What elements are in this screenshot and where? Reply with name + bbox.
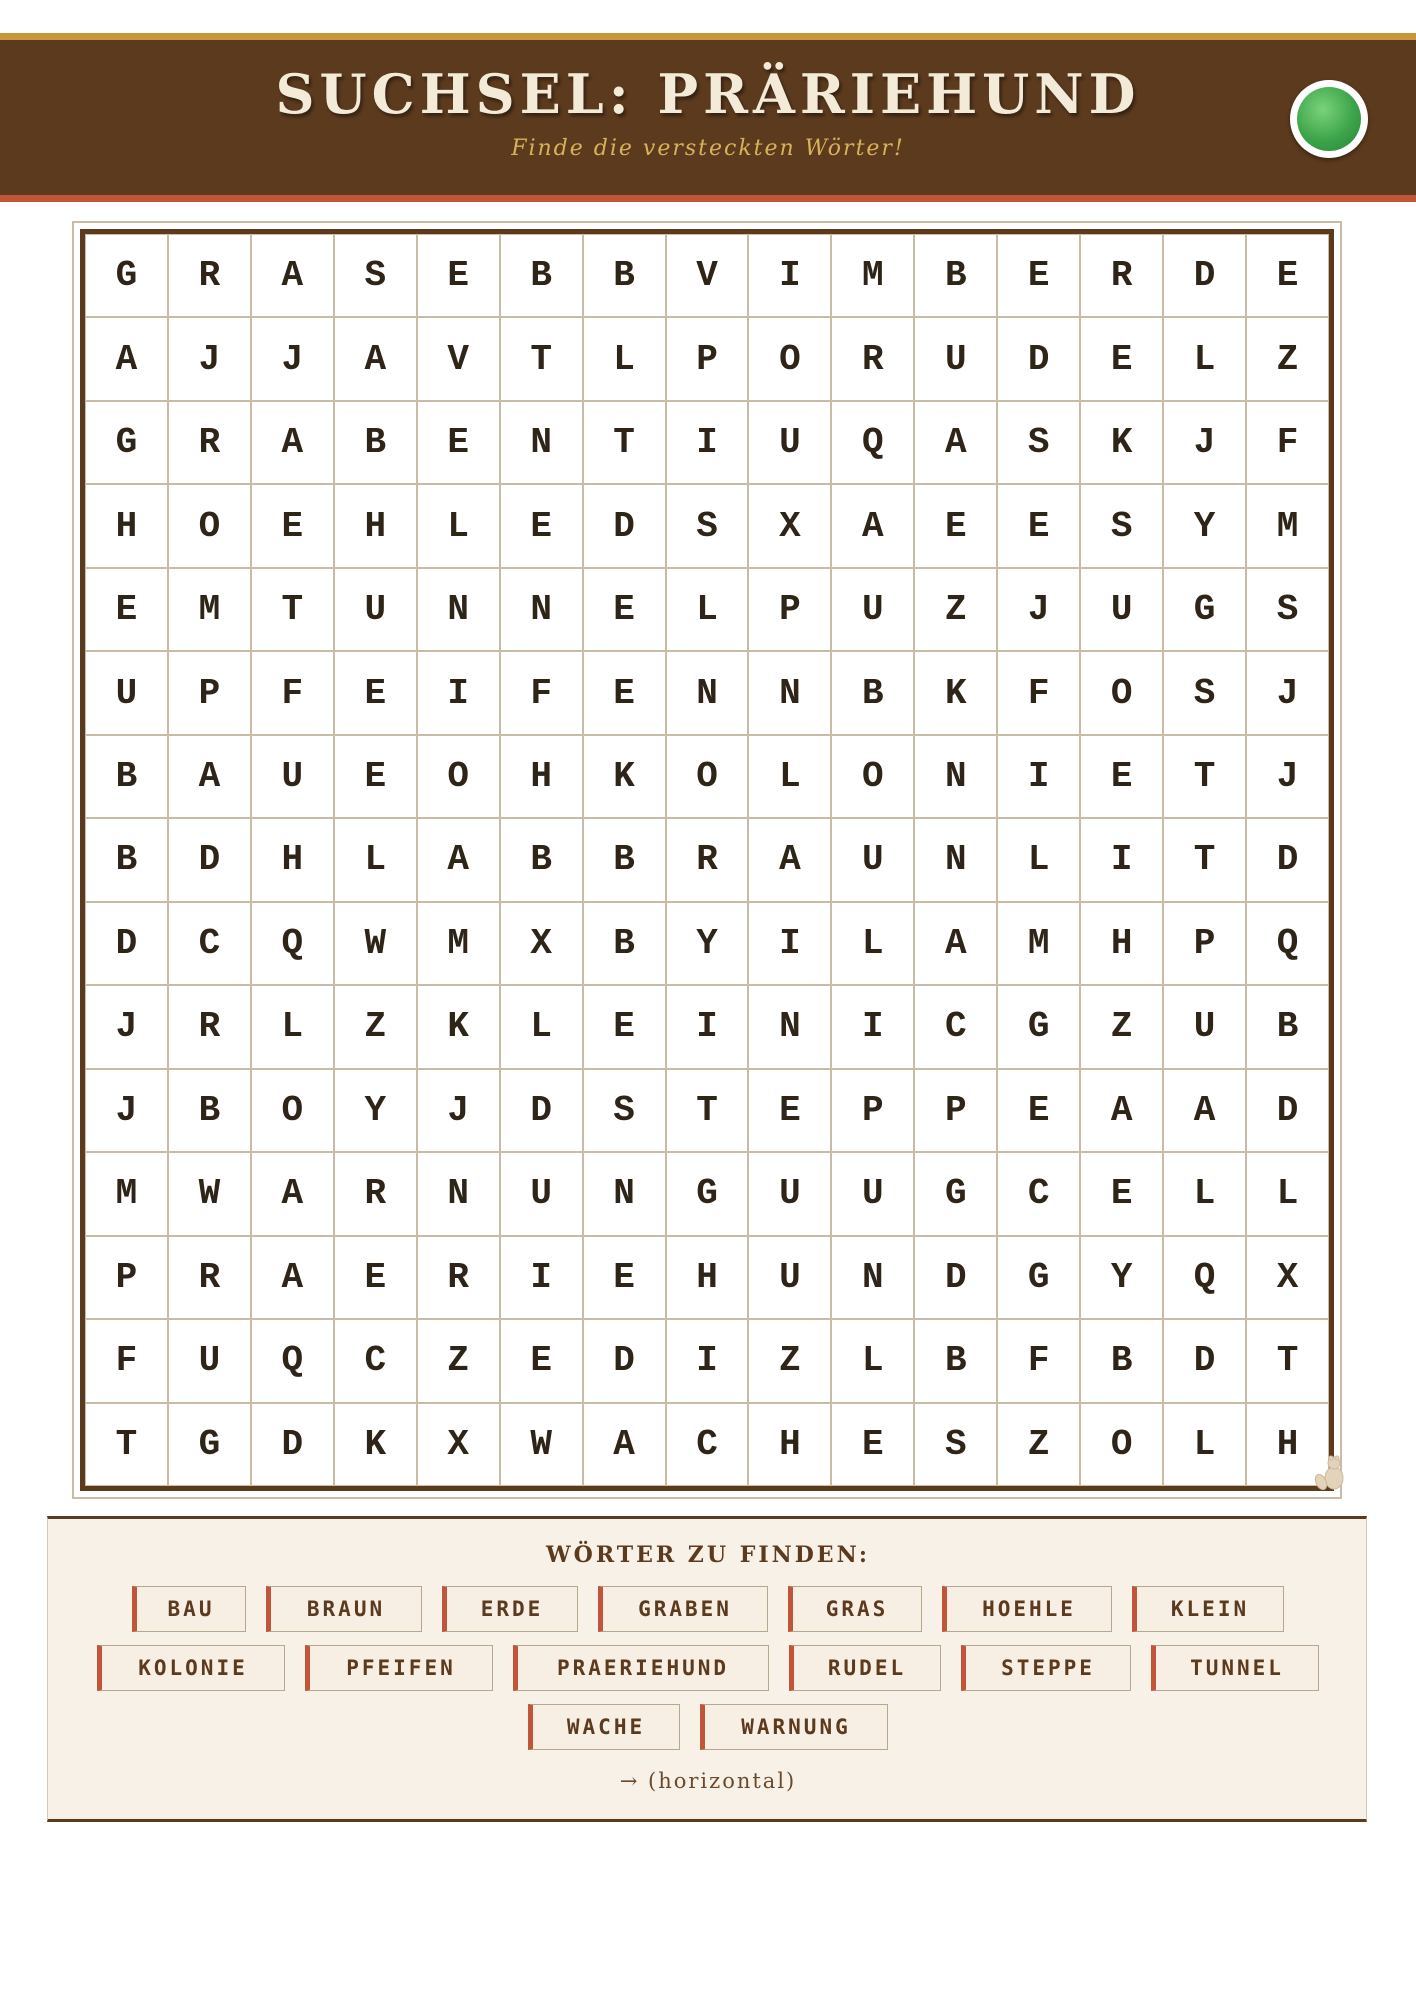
grid-cell[interactable]: B	[914, 1319, 997, 1402]
grid-cell[interactable]: A	[85, 317, 168, 400]
grid-cell[interactable]: T	[666, 1069, 749, 1152]
word-chip[interactable]: GRABEN	[598, 1586, 768, 1632]
grid-cell[interactable]: E	[914, 484, 997, 567]
grid-cell[interactable]: I	[1080, 818, 1163, 901]
direction-legend: → (horizontal)	[619, 1769, 797, 1793]
grid-cell[interactable]: B	[1080, 1319, 1163, 1402]
word-row	[0, 1704, 1416, 1750]
grid-cell[interactable]: P	[831, 1069, 914, 1152]
grid-cell[interactable]: D	[168, 818, 251, 901]
grid-cell[interactable]: U	[334, 568, 417, 651]
grid-cell[interactable]: L	[1163, 317, 1246, 400]
grid-cell[interactable]: A	[251, 1152, 334, 1235]
grid-cell[interactable]: M	[85, 1152, 168, 1235]
grid-cell[interactable]: C	[666, 1403, 749, 1486]
grid-cell[interactable]: L	[251, 985, 334, 1068]
grid-cell[interactable]: G	[914, 1152, 997, 1235]
grid-cell[interactable]: D	[251, 1403, 334, 1486]
grid-cell[interactable]: E	[1246, 234, 1329, 317]
grid-cell[interactable]: F	[251, 651, 334, 734]
grid-cell[interactable]: K	[583, 735, 666, 818]
word-chip[interactable]: STEPPE	[961, 1645, 1131, 1691]
grid-cell[interactable]: U	[748, 1152, 831, 1235]
grid-cell[interactable]: Y	[1080, 1236, 1163, 1319]
grid-cell[interactable]: N	[500, 568, 583, 651]
grid-cell[interactable]: O	[251, 1069, 334, 1152]
grid-cell[interactable]: Z	[1080, 985, 1163, 1068]
grid-cell[interactable]: L	[1163, 1152, 1246, 1235]
grid-cell[interactable]: D	[1246, 1069, 1329, 1152]
grid-cell[interactable]: N	[831, 1236, 914, 1319]
grid-cell[interactable]: E	[334, 1236, 417, 1319]
grid-cell[interactable]: G	[666, 1152, 749, 1235]
grid-cell[interactable]: B	[831, 651, 914, 734]
grid-cell[interactable]: E	[583, 985, 666, 1068]
grid-cell[interactable]: A	[1163, 1069, 1246, 1152]
grid-cell[interactable]: J	[85, 985, 168, 1068]
grid-cell[interactable]: U	[168, 1319, 251, 1402]
grid-cell[interactable]: K	[1080, 401, 1163, 484]
grid-cell[interactable]: P	[914, 1069, 997, 1152]
grid-cell[interactable]: R	[168, 1236, 251, 1319]
grid-cell[interactable]: H	[334, 484, 417, 567]
word-chip[interactable]: BRAUN	[266, 1586, 422, 1632]
grid-cell[interactable]: U	[251, 735, 334, 818]
grid-cell[interactable]: D	[1246, 818, 1329, 901]
grid-cell[interactable]: O	[748, 317, 831, 400]
grid-cell[interactable]: Z	[417, 1319, 500, 1402]
grid-cell[interactable]: A	[334, 317, 417, 400]
grid-cell[interactable]: H	[1080, 902, 1163, 985]
grid-cell[interactable]: W	[168, 1152, 251, 1235]
word-chip[interactable]: HOEHLE	[942, 1586, 1112, 1632]
grid-cell[interactable]: R	[1080, 234, 1163, 317]
grid-cell[interactable]: E	[1080, 317, 1163, 400]
grid-cell[interactable]: A	[168, 735, 251, 818]
grid-cell[interactable]: T	[251, 568, 334, 651]
grid-cell[interactable]: F	[1246, 401, 1329, 484]
grid-cell[interactable]: I	[417, 651, 500, 734]
grid-cell[interactable]: U	[748, 1236, 831, 1319]
grid-cell[interactable]: L	[583, 317, 666, 400]
grid-cell[interactable]: E	[1080, 735, 1163, 818]
grid-cell[interactable]: F	[85, 1319, 168, 1402]
header-top-stripe	[0, 33, 1416, 40]
grid-cell[interactable]: M	[997, 902, 1080, 985]
grid-cell[interactable]: L	[831, 902, 914, 985]
grid-cell[interactable]: B	[168, 1069, 251, 1152]
grid-cell[interactable]: N	[417, 1152, 500, 1235]
grid-cell[interactable]: E	[85, 568, 168, 651]
grid-cell[interactable]: S	[1163, 651, 1246, 734]
grid-cell[interactable]: T	[1163, 735, 1246, 818]
grid-cell[interactable]: S	[997, 401, 1080, 484]
grid-cell[interactable]: D	[997, 317, 1080, 400]
word-chip[interactable]: GRAS	[788, 1586, 922, 1632]
grid-cell[interactable]: L	[500, 985, 583, 1068]
grid-cell[interactable]: A	[914, 902, 997, 985]
grid-cell[interactable]: G	[85, 234, 168, 317]
grid-cell[interactable]: B	[1246, 985, 1329, 1068]
grid-cell[interactable]: I	[500, 1236, 583, 1319]
grid-cell[interactable]: B	[85, 735, 168, 818]
word-chip[interactable]: WACHE	[528, 1704, 680, 1750]
grid-cell[interactable]: L	[748, 735, 831, 818]
page-title: SUCHSEL: PRÄRIEHUND	[275, 62, 1141, 126]
grid-cell[interactable]: R	[334, 1152, 417, 1235]
grid-cell[interactable]: E	[583, 1236, 666, 1319]
grid-cell[interactable]: V	[417, 317, 500, 400]
grid-cell[interactable]: G	[85, 401, 168, 484]
grid-cell[interactable]: E	[334, 651, 417, 734]
grid-cell[interactable]: Z	[334, 985, 417, 1068]
grid-cell[interactable]: M	[831, 234, 914, 317]
grid-cell[interactable]: T	[1246, 1319, 1329, 1402]
grid-cell[interactable]: Z	[997, 1403, 1080, 1486]
grid-cell[interactable]: O	[666, 735, 749, 818]
grid-cell[interactable]: H	[500, 735, 583, 818]
grid-cell[interactable]: R	[168, 234, 251, 317]
word-chip[interactable]: PRAERIEHUND	[513, 1645, 769, 1691]
grid-cell[interactable]: P	[1163, 902, 1246, 985]
puzzle-border	[80, 229, 1334, 1491]
grid-cell[interactable]: W	[500, 1403, 583, 1486]
grid-cell[interactable]: C	[997, 1152, 1080, 1235]
grid-cell[interactable]: Q	[251, 902, 334, 985]
grid-cell[interactable]: A	[251, 234, 334, 317]
grid-cell[interactable]: A	[417, 818, 500, 901]
grid-cell[interactable]: S	[1246, 568, 1329, 651]
grid-cell[interactable]: E	[997, 484, 1080, 567]
grid-cell[interactable]: L	[1163, 1403, 1246, 1486]
grid-cell[interactable]: U	[500, 1152, 583, 1235]
grid-cell[interactable]: N	[914, 735, 997, 818]
word-chip[interactable]: WARNUNG	[700, 1704, 888, 1750]
grid-cell[interactable]: O	[1080, 651, 1163, 734]
grid-cell[interactable]: J	[1246, 651, 1329, 734]
grid-cell[interactable]: I	[748, 902, 831, 985]
grid-cell[interactable]: Z	[748, 1319, 831, 1402]
grid-cell[interactable]: F	[997, 651, 1080, 734]
grid-cell[interactable]: D	[85, 902, 168, 985]
grid-cell[interactable]: A	[831, 484, 914, 567]
grid-cell[interactable]: A	[1080, 1069, 1163, 1152]
grid-cell[interactable]: B	[85, 818, 168, 901]
grid-cell[interactable]: D	[583, 484, 666, 567]
grid-cell[interactable]: E	[997, 1069, 1080, 1152]
grid-cell[interactable]: F	[997, 1319, 1080, 1402]
word-chip[interactable]: BAU	[132, 1586, 246, 1632]
grid-cell[interactable]: J	[1246, 735, 1329, 818]
grid-cell[interactable]: J	[251, 317, 334, 400]
grid-cell[interactable]: B	[500, 818, 583, 901]
grid-cell[interactable]: B	[500, 234, 583, 317]
grid-cell[interactable]: Q	[251, 1319, 334, 1402]
grid-cell[interactable]: S	[914, 1403, 997, 1486]
grid-cell[interactable]: C	[168, 902, 251, 985]
word-chip[interactable]: PFEIFEN	[305, 1645, 493, 1691]
grid-cell[interactable]: U	[831, 818, 914, 901]
grid-cell[interactable]: Y	[1163, 484, 1246, 567]
grid-cell[interactable]: X	[748, 484, 831, 567]
grid-cell[interactable]: H	[748, 1403, 831, 1486]
grid-cell[interactable]: M	[1246, 484, 1329, 567]
grid-cell[interactable]: I	[666, 1319, 749, 1402]
grid-cell[interactable]: N	[748, 651, 831, 734]
grid-cell[interactable]: N	[748, 985, 831, 1068]
grid-cell[interactable]: U	[1163, 985, 1246, 1068]
grid-cell[interactable]: O	[831, 735, 914, 818]
grid-cell[interactable]: U	[831, 1152, 914, 1235]
grid-cell[interactable]: C	[914, 985, 997, 1068]
grid-cell[interactable]: E	[251, 484, 334, 567]
word-chip[interactable]: KLEIN	[1132, 1586, 1284, 1632]
grid-cell[interactable]: M	[168, 568, 251, 651]
word-chip[interactable]: ERDE	[442, 1586, 578, 1632]
grid-cell[interactable]: R	[417, 1236, 500, 1319]
grid-cell[interactable]: S	[334, 234, 417, 317]
grid-cell[interactable]: N	[500, 401, 583, 484]
grid-cell[interactable]: E	[500, 1319, 583, 1402]
grid-cell[interactable]: E	[500, 484, 583, 567]
grid-cell[interactable]: U	[748, 401, 831, 484]
grid-cell[interactable]: O	[168, 484, 251, 567]
page-subtitle: Finde die versteckten Wörter!	[511, 136, 905, 161]
grid-cell[interactable]: X	[1246, 1236, 1329, 1319]
grid-cell[interactable]: I	[831, 985, 914, 1068]
grid-cell[interactable]: Q	[1246, 902, 1329, 985]
grid-cell[interactable]: J	[168, 317, 251, 400]
grid-cell[interactable]: Z	[1246, 317, 1329, 400]
grid-cell[interactable]: G	[168, 1403, 251, 1486]
grid-cell[interactable]: E	[583, 568, 666, 651]
grid-cell[interactable]: E	[831, 1403, 914, 1486]
grid-cell[interactable]: U	[831, 568, 914, 651]
grid-cell[interactable]: E	[417, 234, 500, 317]
grid-cell[interactable]: T	[500, 317, 583, 400]
grid-cell[interactable]: E	[583, 651, 666, 734]
grid-cell[interactable]: H	[251, 818, 334, 901]
grid-cell[interactable]: T	[85, 1403, 168, 1486]
grid-cell[interactable]: A	[914, 401, 997, 484]
grid-cell[interactable]: A	[251, 401, 334, 484]
status-indicator	[1290, 80, 1368, 158]
grid-cell[interactable]: X	[417, 1403, 500, 1486]
word-list-heading: WÖRTER ZU FINDEN:	[545, 1542, 871, 1568]
grid-cell[interactable]: R	[168, 985, 251, 1068]
grid-cell[interactable]: B	[583, 818, 666, 901]
grid-cell[interactable]: E	[334, 735, 417, 818]
prairie-dog-icon	[1312, 1448, 1352, 1492]
grid-cell[interactable]: A	[251, 1236, 334, 1319]
puzzle-frame	[72, 221, 1342, 1499]
grid-cell[interactable]: E	[1080, 1152, 1163, 1235]
grid-cell[interactable]: B	[583, 902, 666, 985]
grid-cell[interactable]: L	[417, 484, 500, 567]
grid-cell[interactable]: R	[666, 818, 749, 901]
grid-cell[interactable]: Y	[334, 1069, 417, 1152]
grid-cell[interactable]: Q	[831, 401, 914, 484]
word-chip[interactable]: RUDEL	[789, 1645, 941, 1691]
grid-cell[interactable]: U	[1080, 568, 1163, 651]
grid-cell[interactable]: S	[1080, 484, 1163, 567]
grid-cell[interactable]: E	[417, 401, 500, 484]
grid-cell[interactable]: A	[748, 818, 831, 901]
grid-cell[interactable]: R	[168, 401, 251, 484]
grid-cell[interactable]: J	[417, 1069, 500, 1152]
grid-cell[interactable]: S	[666, 484, 749, 567]
grid-cell[interactable]: P	[666, 317, 749, 400]
grid-cell[interactable]: G	[997, 1236, 1080, 1319]
grid-cell[interactable]: L	[1246, 1152, 1329, 1235]
word-row	[0, 1645, 1416, 1691]
header-bottom-stripe	[0, 195, 1416, 202]
grid-cell[interactable]: S	[583, 1069, 666, 1152]
grid-cell[interactable]: B	[334, 401, 417, 484]
grid-cell[interactable]: I	[666, 401, 749, 484]
grid-cell[interactable]: N	[666, 651, 749, 734]
grid-cell[interactable]: T	[1163, 818, 1246, 901]
grid-cell[interactable]: C	[334, 1319, 417, 1402]
grid-cell[interactable]: D	[500, 1069, 583, 1152]
grid-cell[interactable]: N	[914, 818, 997, 901]
grid-cell[interactable]: U	[914, 317, 997, 400]
grid-cell[interactable]: N	[583, 1152, 666, 1235]
grid-cell[interactable]: F	[500, 651, 583, 734]
grid-cell[interactable]: P	[748, 568, 831, 651]
grid-cell[interactable]: J	[85, 1069, 168, 1152]
grid-cell[interactable]: X	[500, 902, 583, 985]
grid-cell[interactable]: P	[168, 651, 251, 734]
grid-cell[interactable]: L	[666, 568, 749, 651]
grid-cell[interactable]: M	[417, 902, 500, 985]
grid-cell[interactable]: Y	[666, 902, 749, 985]
grid-cell[interactable]: J	[997, 568, 1080, 651]
grid-cell[interactable]: B	[914, 234, 997, 317]
grid-cell[interactable]: D	[914, 1236, 997, 1319]
letter-grid	[85, 234, 1329, 1486]
grid-cell[interactable]: L	[334, 818, 417, 901]
grid-cell[interactable]: H	[666, 1236, 749, 1319]
grid-cell[interactable]: H	[85, 484, 168, 567]
grid-cell[interactable]: D	[1163, 1319, 1246, 1402]
grid-cell[interactable]: P	[85, 1236, 168, 1319]
grid-cell[interactable]: W	[334, 902, 417, 985]
grid-cell[interactable]: H	[1246, 1403, 1329, 1486]
grid-cell[interactable]: N	[417, 568, 500, 651]
grid-cell[interactable]: I	[666, 985, 749, 1068]
grid-cell[interactable]: E	[748, 1069, 831, 1152]
grid-cell[interactable]: K	[417, 985, 500, 1068]
grid-cell[interactable]: L	[831, 1319, 914, 1402]
grid-cell[interactable]: V	[666, 234, 749, 317]
grid-cell[interactable]: G	[997, 985, 1080, 1068]
grid-cell[interactable]: G	[1163, 568, 1246, 651]
grid-cell[interactable]: O	[417, 735, 500, 818]
grid-cell[interactable]: J	[1163, 401, 1246, 484]
grid-cell[interactable]: L	[997, 818, 1080, 901]
word-row	[0, 1586, 1416, 1632]
grid-cell[interactable]: Z	[914, 568, 997, 651]
word-chip[interactable]: KOLONIE	[97, 1645, 285, 1691]
grid-cell[interactable]: D	[583, 1319, 666, 1402]
word-chip[interactable]: TUNNEL	[1151, 1645, 1319, 1691]
grid-cell[interactable]: B	[583, 234, 666, 317]
grid-cell[interactable]: A	[583, 1403, 666, 1486]
grid-cell[interactable]: U	[85, 651, 168, 734]
grid-cell[interactable]: K	[914, 651, 997, 734]
grid-cell[interactable]: O	[1080, 1403, 1163, 1486]
grid-cell[interactable]: I	[748, 234, 831, 317]
grid-cell[interactable]: D	[1163, 234, 1246, 317]
grid-cell[interactable]: I	[997, 735, 1080, 818]
grid-cell[interactable]: E	[997, 234, 1080, 317]
grid-cell[interactable]: T	[583, 401, 666, 484]
grid-cell[interactable]: K	[334, 1403, 417, 1486]
grid-cell[interactable]: R	[831, 317, 914, 400]
grid-cell[interactable]: Q	[1163, 1236, 1246, 1319]
